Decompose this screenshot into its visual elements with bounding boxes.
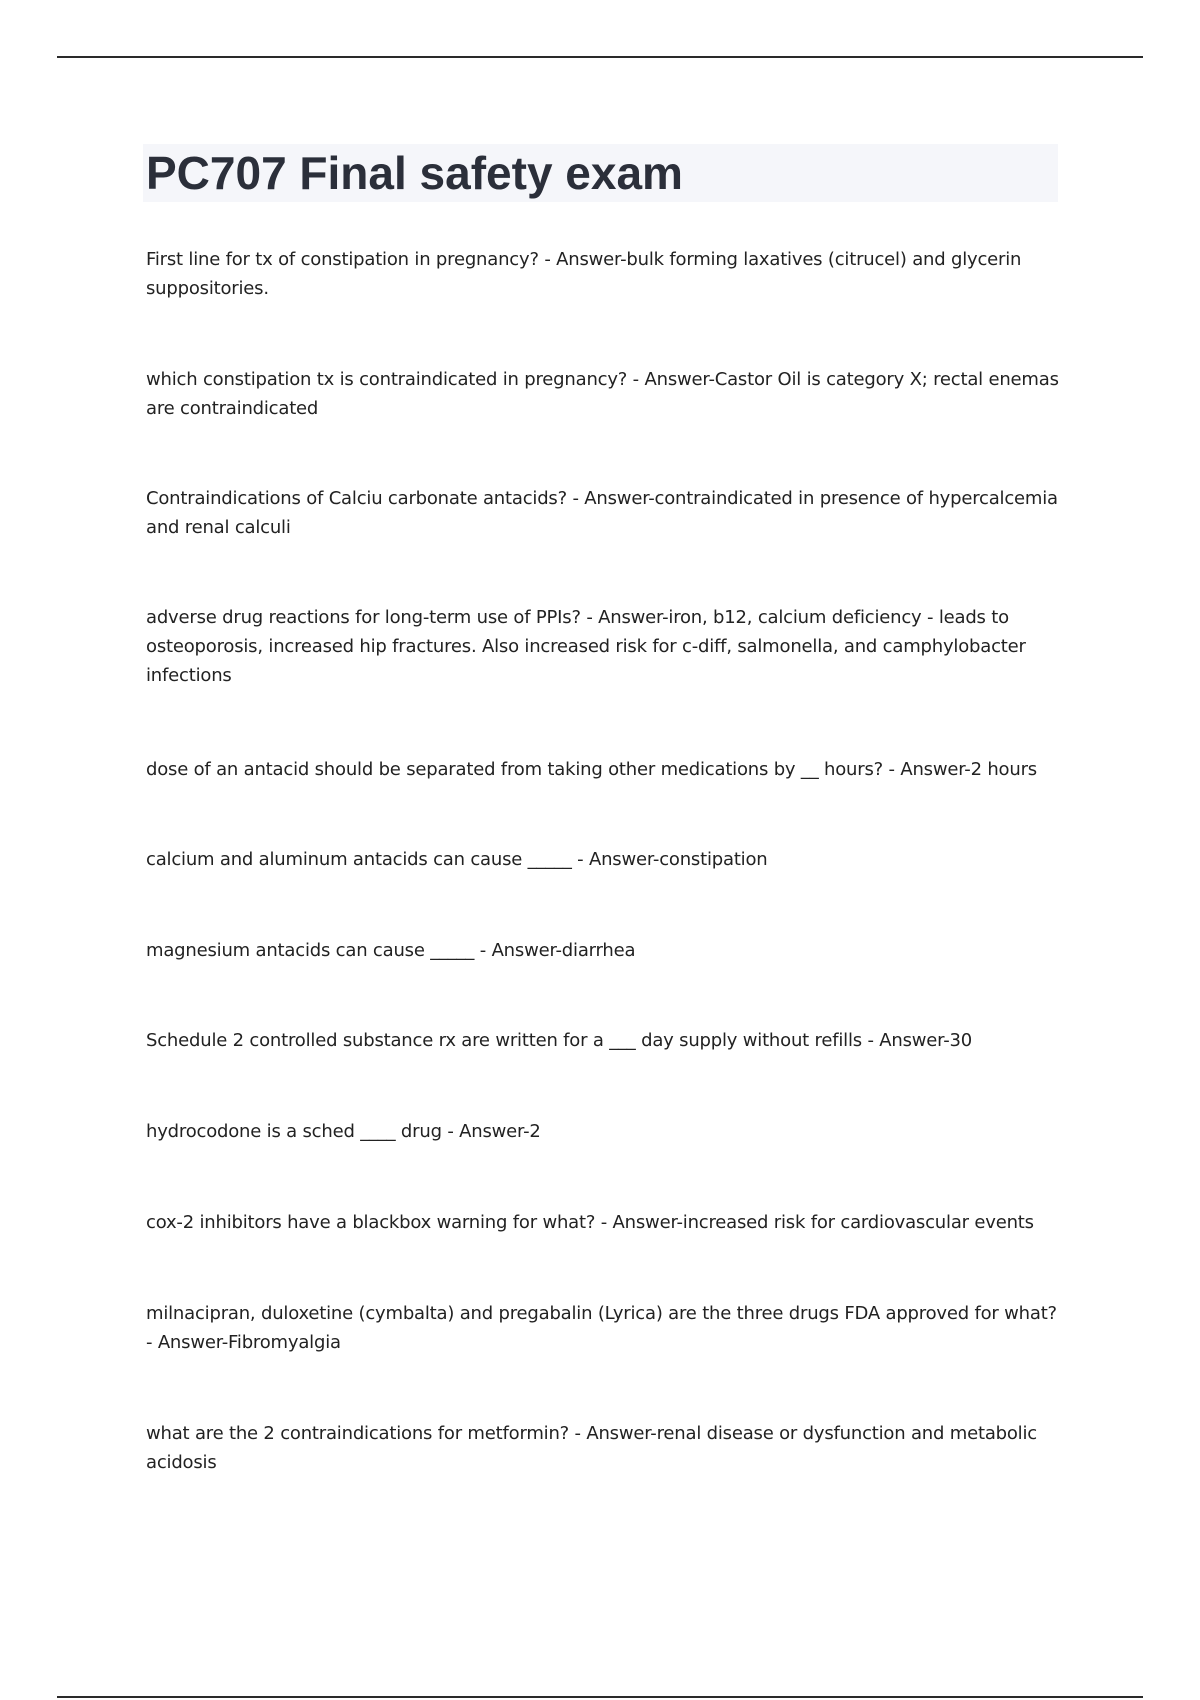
qa-item: adverse drug reactions for long-term use of PPIs? - Answer-iron, b12, calcium deficiency - leads to osteoporosis, increased hip fractures. Also increased risk for c-diff, salmonella, and camphylobacter infections: [146, 607, 1026, 686]
qa-item: Schedule 2 controlled substance rx are written for a ___ day supply without refills - Answer-30: [146, 1030, 973, 1051]
qa-item: calcium and aluminum antacids can cause _____ - Answer-constipation: [146, 849, 768, 870]
qa-item: magnesium antacids can cause _____ - Answer-diarrhea: [146, 940, 636, 961]
top-divider: [57, 56, 1143, 58]
qa-item: cox-2 inhibitors have a blackbox warning for what? - Answer-increased risk for cardiovascular events: [146, 1212, 1034, 1233]
qa-item: dose of an antacid should be separated from taking other medications by __ hours? - Answer-2 hours: [146, 759, 1037, 780]
qa-item: which constipation tx is contraindicated in pregnancy? - Answer-Castor Oil is category X; rectal enemas are contraindicated: [146, 369, 1059, 419]
bottom-divider: [57, 1696, 1143, 1698]
qa-item: First line for tx of constipation in pregnancy? - Answer-bulk forming laxatives (citrucel) and glycerin suppositories.: [146, 249, 1022, 299]
qa-item: hydrocodone is a sched ____ drug - Answer-2: [146, 1121, 541, 1142]
qa-item: milnacipran, duloxetine (cymbalta) and pregabalin (Lyrica) are the three drugs FDA approved for what? - Answer-Fibromyalgia: [146, 1303, 1057, 1353]
qa-item: Contraindications of Calciu carbonate antacids? - Answer-contraindicated in presence of hypercalcemia and renal calculi: [146, 488, 1058, 538]
qa-item: what are the 2 contraindications for metformin? - Answer-renal disease or dysfunction and metabolic acidosis: [146, 1423, 1037, 1473]
page-title: PC707 Final safety exam: [146, 147, 683, 199]
